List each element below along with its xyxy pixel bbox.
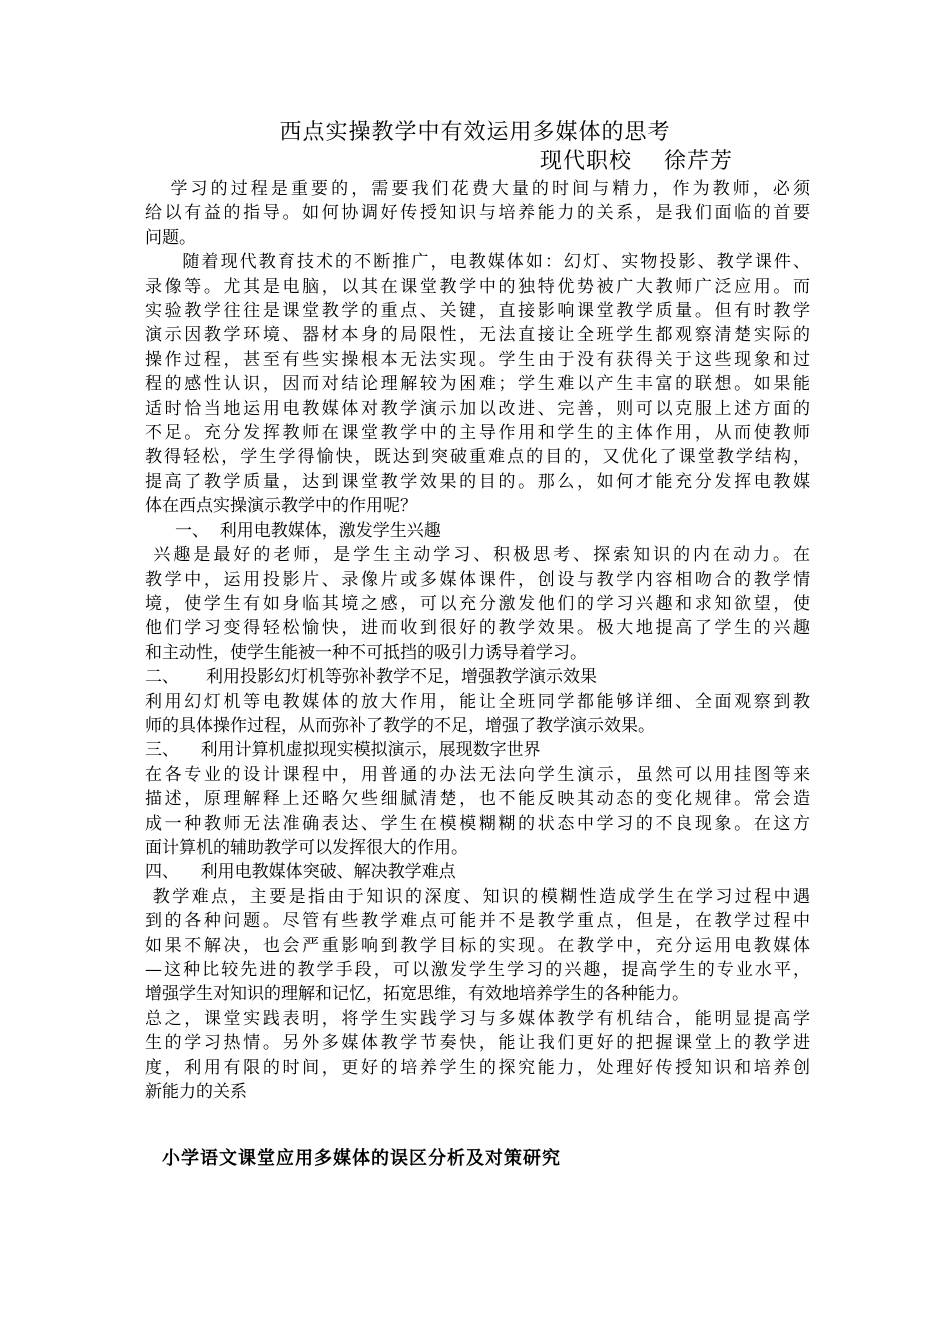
paragraph-line: 描述，原理解释上还略欠些细腻清楚，也不能反映其动态的变化规律。常会造 <box>145 789 810 810</box>
paragraph-line: 体在西点实操演示教学中的作用呢？ <box>145 496 417 517</box>
paragraph-line: 在各专业的设计课程中，用普通的办法无法向学生演示，虽然可以用挂图等来 <box>145 764 810 785</box>
paragraph-line: 程的感性认识，因而对结论理解较为困难；学生难以产生丰富的联想。如果能 <box>145 374 810 395</box>
paragraph-line: 随着现代教育技术的不断推广，电教媒体如：幻灯、实物投影、教学课件、 <box>145 252 810 273</box>
paragraph-line: 实验教学往往是课堂教学的重点、关键，直接影响课堂教学质量。但有时教学 <box>145 301 810 322</box>
paragraph-line: 不足。充分发挥教师在课堂教学中的主导作用和学生的主体作用，从而使教师 <box>145 423 810 444</box>
section-heading: 四、 利用电教媒体突破、解决教学难点 <box>145 862 456 883</box>
author-byline: 现代职校 徐芹芳 <box>540 149 733 174</box>
paragraph-line: 教得轻松，学生学得愉快，既达到突破重难点的目的，又优化了课堂教学结构， <box>145 447 810 468</box>
paragraph-line: 新能力的关系 <box>145 1082 247 1103</box>
paragraph-line: 和主动性，使学生能被一种不可抵挡的吸引力诱导着学习。 <box>145 642 587 663</box>
paragraph-line: 教学难点，主要是指由于知识的深度、知识的模糊性造成学生在学习过程中遇 <box>145 886 810 907</box>
paragraph-line: 增强学生对知识的理解和记忆，拓宽思维，有效地培养学生的各种能力。 <box>145 984 689 1005</box>
paragraph-line: 总之，课堂实践表明，将学生实践学习与多媒体教学有机结合，能明显提高学 <box>145 1008 810 1029</box>
paragraph-line: 提高了教学质量，达到课堂教学效果的目的。那么，如何才能充分发挥电教媒 <box>145 471 810 492</box>
section-heading: 三、 利用计算机虚拟现实模拟演示，展现数字世界 <box>145 740 541 761</box>
paragraph-line: 师的具体操作过程，从而弥补了教学的不足，增强了教学演示效果。 <box>145 715 655 736</box>
paragraph-line: 面计算机的辅助教学可以发挥很大的作用。 <box>145 837 468 858</box>
section-heading: 二、 利用投影幻灯机等弥补教学不足，增强教学演示效果 <box>145 667 598 688</box>
document-title: 西点实操教学中有效运用多媒体的思考 <box>279 120 671 145</box>
paragraph-line: 到的各种问题。尽管有些教学难点可能并不是教学重点，但是，在教学过程中 <box>145 911 810 932</box>
paragraph-line: 学习的过程是重要的，需要我们花费大量的时间与精力，作为教师，必须 <box>145 179 810 199</box>
paragraph-line: —这种比较先进的教学手段，可以激发学生学习的兴趣，提高学生的专业水平， <box>145 960 810 980</box>
document-body <box>145 177 810 1104</box>
paragraph-line: 利用幻灯机等电教媒体的放大作用，能让全班同学都能够详细、全面观察到教 <box>145 691 810 712</box>
paragraph-line: 教学中，运用投影片、录像片或多媒体课件，创设与教学内容相吻合的教学情 <box>145 569 810 590</box>
paragraph-line: 给以有益的指导。如何协调好传授知识与培养能力的关系，是我们面临的首要 <box>145 203 810 224</box>
paragraph-line: 如果不解决，也会严重影响到教学目标的实现。在教学中，充分运用电教媒体 <box>145 935 810 956</box>
paragraph-line: 问题。 <box>145 227 196 248</box>
paragraph-line: 操作过程，甚至有些实操根本无法实现。学生由于没有获得关于这些现象和过 <box>145 349 810 370</box>
paragraph-line: 兴趣是最好的老师，是学生主动学习、积极思考、探索知识的内在动力。在 <box>145 545 810 566</box>
section-heading: 一、 利用电教媒体，激发学生兴趣 <box>175 520 441 541</box>
paragraph-line: 演示因教学环境、器材本身的局限性，无法直接让全班学生都观察清楚实际的 <box>145 325 810 346</box>
paragraph-line: 境，使学生有如身临其境之感，可以充分激发他们的学习兴趣和求知欲望，使 <box>145 593 810 614</box>
paragraph-line: 录像等。尤其是电脑，以其在课堂教学中的独特优势被广大教师广泛应用。而 <box>145 276 810 297</box>
paragraph-line: 度，利用有限的时间，更好的培养学生的探究能力，处理好传授知识和培养创 <box>145 1057 810 1078</box>
paragraph-line: 他们学习变得轻松愉快，进而收到很好的教学效果。极大地提高了学生的兴趣 <box>145 618 810 639</box>
paragraph-line: 生的学习热情。另外多媒体教学节奏快，能让我们更好的把握课堂上的教学进 <box>145 1033 810 1054</box>
next-article-title: 小学语文课堂应用多媒体的误区分析及对策研究 <box>162 1148 561 1169</box>
paragraph-line: 适时恰当地运用电教媒体对教学演示加以改进、完善，则可以克服上述方面的 <box>145 398 810 419</box>
paragraph-line: 成一种教师无法准确表达、学生在模模糊糊的状态中学习的不良现象。在这方 <box>145 813 810 834</box>
